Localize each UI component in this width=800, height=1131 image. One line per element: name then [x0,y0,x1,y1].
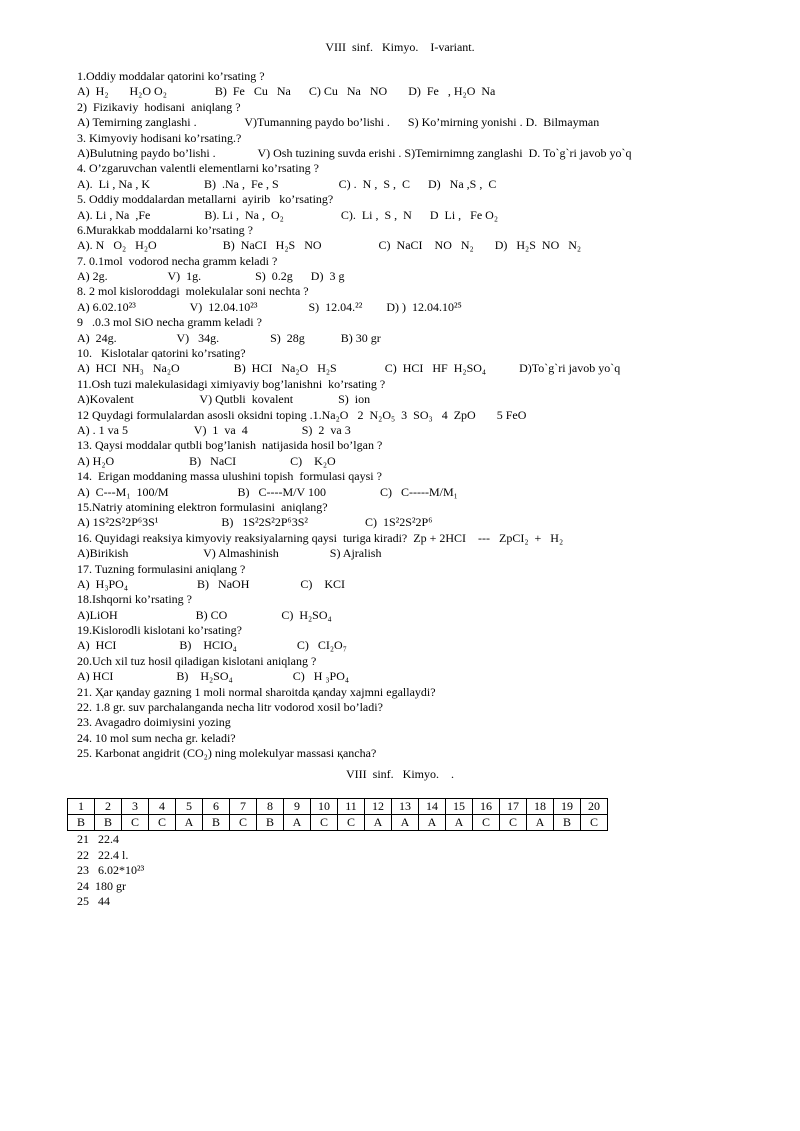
answer-key-answer-cell: B [95,815,122,831]
answer-key-number-cell: 9 [284,799,311,815]
answer-key-number-cell: 15 [446,799,473,815]
answer-key-number-cell: 10 [311,799,338,815]
text-line: A) C---M₁ 100/M B) C----M/V 100 C) C-----M/M₁ [77,484,458,499]
answer-key-answer-cell: A [527,815,554,831]
answer-key-answer-cell: C [311,815,338,831]
text-line: A)Birikish V) Almashinish S) Ajralish [77,546,382,561]
answer-key-answer-cell: A [284,815,311,831]
text-line: A). Li , Na ,Fe B). Li , Na , O₂ C). Li , S , N D Li , Fe O₂ [77,207,499,222]
text-line: A) 6.02.10²³ V) 12.04.10²³ S) 12.04.²² D) ) 12.04.10²⁵ [77,299,462,314]
answer-key-number-cell: 2 [95,799,122,815]
answer-key-answer-cell: A [419,815,446,831]
text-line: 8. 2 mol kisloroddagi molekulalar soni nechta ? [77,284,309,299]
answer-key-extra-line: 23 6.02*10²³ [77,863,145,878]
answer-key-answer-cell: C [500,815,527,831]
text-line: 17. Tuzning formulasini aniqlang ? [77,561,246,576]
answer-key-numbers-row [68,799,608,815]
answer-key-title: VIII sinf. Kimyo. . [346,767,454,781]
questions-block [77,69,787,762]
answer-key-answer-cell: A [446,815,473,831]
answer-key-answer-cell: A [176,815,203,831]
text-line: A) . 1 va 5 V) 1 va 4 S) 2 va 3 [77,422,351,437]
answer-key-extra-line: 25 44 [77,894,110,909]
answer-key-number-cell: 3 [122,799,149,815]
answer-key-number-cell: 12 [365,799,392,815]
answer-key-number-cell: 4 [149,799,176,815]
answer-key-answer-cell: C [230,815,257,831]
answer-key-number-cell: 16 [473,799,500,815]
text-line: 25. Karbonat angidrit (CO₂) ning molekulyar massasi қancha? [77,746,377,761]
text-line: A) H₂ H₂O O₂ B) Fe Cu Na C) Cu Na NO D) Fe , H₂O Na [77,84,496,99]
answer-key-answer-cell: B [68,815,95,831]
answer-key-extra-line: 21 22.4 [77,832,119,846]
answer-key-number-cell: 5 [176,799,203,815]
text-line: A)Kovalent V) Qutbli kovalent S) ion [77,392,371,407]
text-line: 10. Kislotalar qatorini ko’rsating? [77,346,246,361]
answer-key-answer-cell: B [203,815,230,831]
answer-key-answer-cell: C [149,815,176,831]
text-line: A) HCI B) HCIO₄ C) CI₂O₇ [77,638,347,653]
answer-key-number-cell: 8 [257,799,284,815]
answer-key-number-cell: 17 [500,799,527,815]
text-line: 6.Murakkab moddalarni ko’rsating ? [77,222,253,237]
answer-key-number-cell: 18 [527,799,554,815]
text-line: 5. Oddiy moddalardan metallarni ayirib ko’rsating? [77,192,334,207]
answer-key-answer-cell: C [338,815,365,831]
text-line: 22. 1.8 gr. suv parchalanganda necha litr vodorod xosil bo’ladi? [77,700,383,715]
text-line: 23. Avagadro doimiysini yozing [77,715,231,730]
text-line: A) 24g. V) 34g. S) 28g B) 30 gr [77,330,381,345]
answer-key-number-cell: 6 [203,799,230,815]
answer-key-number-cell: 20 [581,799,608,815]
answer-key-table [67,798,608,831]
answer-key-answer-cell: B [554,815,581,831]
text-line: 19.Kislorodli kislotani ko’rsating? [77,623,242,638]
text-line: 7. 0.1mol vodorod necha gramm keladi ? [77,253,278,268]
text-line: A). Li , Na , K B) .Na , Fe , S C) . N , S , C D) Na ,S , C [77,176,497,191]
text-line: 2) Fizikaviy hodisani aniqlang ? [77,99,241,114]
text-line: A) H₂O B) NaCI C) K₂O [77,453,336,468]
answer-key-answer-cell: B [257,815,284,831]
page-title: VIII sinf. Kimyo. I-variant. [325,40,475,54]
text-line: A) H₃PO₄ B) NaOH C) KCI [77,576,346,591]
answer-key-extra-line: 22 22.4 l. [77,847,129,862]
text-line: 24. 10 mol sum necha gr. keladi? [77,730,236,745]
answer-key-answer-cell: C [122,815,149,831]
answer-key-extra-line: 24 180 gr [77,878,126,893]
answer-key-number-cell: 1 [68,799,95,815]
text-line: A) 2g. V) 1g. S) 0.2g D) 3 g [77,269,345,284]
text-line: 4. O’zgaruvchan valentli elementlarni ko’rsating ? [77,161,319,176]
answer-key-extra [77,832,144,910]
text-line: 21. Ҳar қanday gazning 1 moli normal sharoitda қanday xajmni egallaydi? [77,684,436,699]
answer-key-answer-cell: A [365,815,392,831]
text-line: 16. Quyidagi reaksiya kimyoviy reaksiyalarning qaysi turiga kiradi? Zp + 2HCI --- ZpCI₂ + H₂ [77,530,564,545]
answer-key-answers-row [68,815,608,831]
answer-key-number-cell: 11 [338,799,365,815]
text-line: 1.Oddiy moddalar qatorini ko’rsating ? [77,69,265,83]
answer-key-answer-cell: C [581,815,608,831]
text-line: 3. Kimyoviy hodisani ko’rsating.? [77,130,242,145]
text-line: A) HCI B) H₂SO₄ C) H ₃PO₄ [77,669,350,684]
text-line: 20.Uch xil tuz hosil qiladigan kislotani aniqlang ? [77,653,317,668]
answer-key-number-cell: 14 [419,799,446,815]
text-line: A) 1S²2S²2P⁶3S¹ B) 1S²2S²2P⁶3S² C) 1S²2S²2P⁶ [77,515,433,530]
text-line: A) HCI NH₃ Na₂O B) HCI Na₂O H₂S C) HCI HF H₂SO₄ D)To`g`ri javob yo`q [77,361,621,376]
text-line: 15.Natriy atomining elektron formulasini aniqlang? [77,499,328,514]
text-line: 18.Ishqorni ko’rsating ? [77,592,192,607]
text-line: 11.Osh tuzi malekulasidagi ximiyaviy bog’lanishni ko’rsating ? [77,376,386,391]
answer-key-number-cell: 13 [392,799,419,815]
answer-key-number-cell: 7 [230,799,257,815]
text-line: 9 .0.3 mol SiO necha gramm keladi ? [77,315,262,330]
answer-key-number-cell: 19 [554,799,581,815]
text-line: A) Temirning zanglashi . V)Tumanning paydo bo’lishi . S) Ko’mirning yonishi . D. Bilmayman [77,115,600,130]
text-line: 13. Qaysi moddalar qutbli bog’lanish natijasida hosil bo’lgan ? [77,438,383,453]
text-line: 14. Erigan moddaning massa ulushini topish formulasi qaysi ? [77,469,382,484]
text-line: 12 Quydagi formulalardan asosli oksidni toping .1.Na₂O 2 N₂O₅ 3 SO₃ 4 ZpO 5 FeO [77,407,527,422]
text-line: A)LiOH B) CO C) H₂SO₄ [77,607,332,622]
text-line: A)Bulutning paydo bo’lishi . V) Osh tuzining suvda erishi . S)Temirnimng zanglashi D. To`g`ri javob yo`q [77,145,632,160]
answer-key-answer-cell: C [473,815,500,831]
answer-key-answer-cell: A [392,815,419,831]
text-line: A). N O₂ H₂O B) NaCI H₂S NO C) NaCI NO N₂ D) H₂S NO N₂ [77,238,582,253]
